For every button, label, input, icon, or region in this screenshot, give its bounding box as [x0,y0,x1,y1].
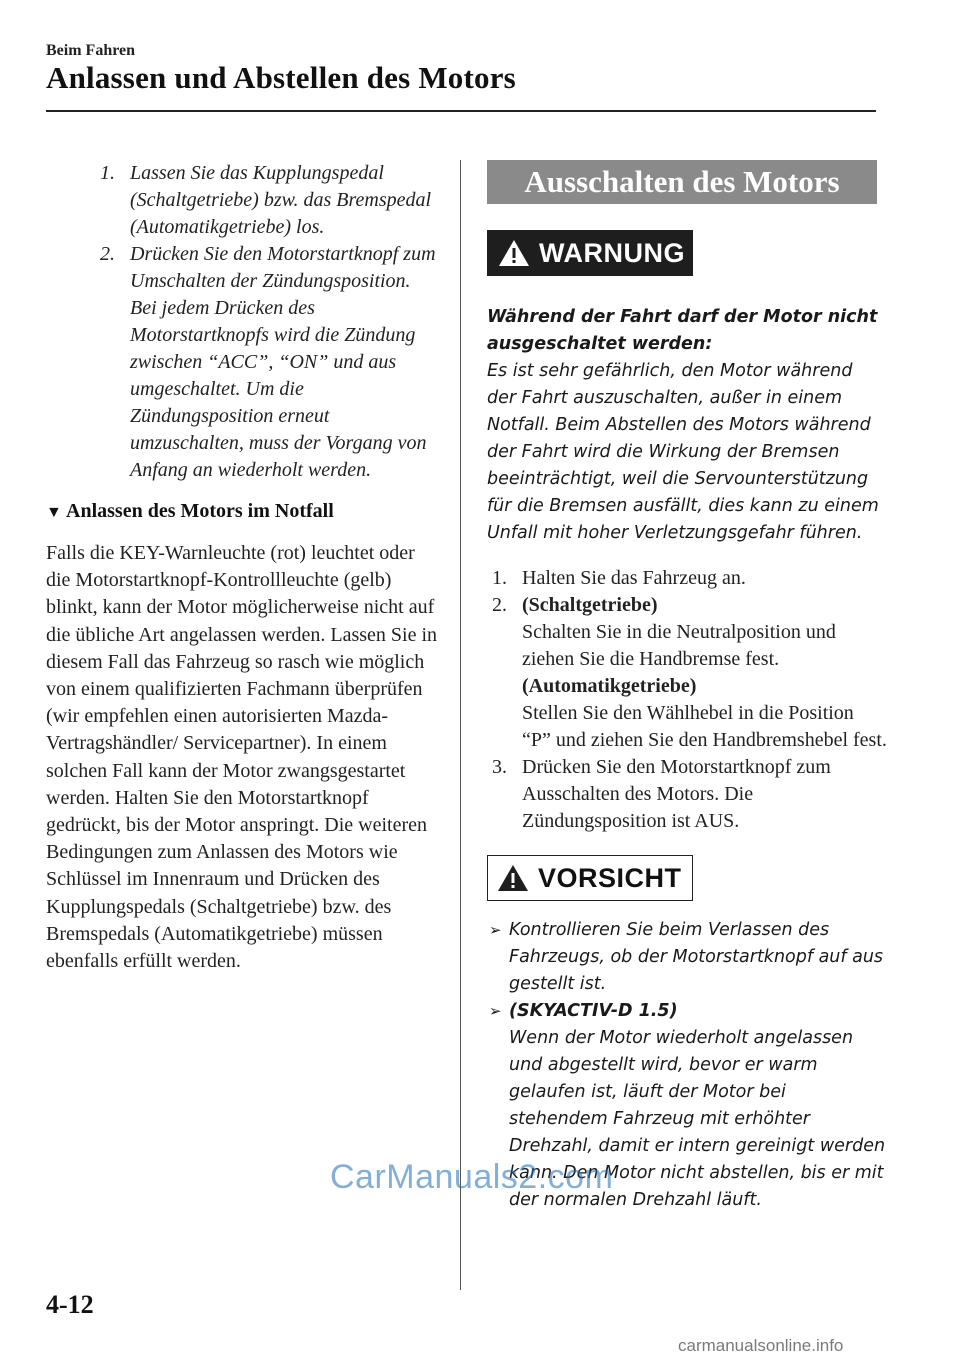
list-item-number: 2. [100,243,115,265]
warning-heading: Während der Fahrt darf der Motor nicht ausgeschaltet werden: [487,307,878,354]
stop-steps-list [487,565,887,835]
footer-site-label: carmanualsonline.info [678,1336,844,1355]
emergency-start-heading [46,498,442,526]
start-steps-list [46,160,442,484]
list-item [487,565,887,592]
manual-transmission-text: Schalten Sie in die Neutralposition und ziehen Sie die Handbremse fest. [522,621,836,670]
list-item [487,917,887,998]
list-item-text: Drücken Sie den Motorstartknopf zum Umschalten der Zündungsposition. Bei jedem Drücken des Motorstartknopfs wird die Zündung zwischen “ACC”, “ON” und aus umgeschaltet. Um die Zündungsposition erneut umzuschalten, muss der Vorgang von Anfang an wiederholt werden. [130,243,436,481]
warning-triangle-icon [497,238,531,268]
caution-badge [487,855,693,901]
list-item [46,241,442,484]
automatic-transmission-text: Stellen Sie den Wählhebel in die Position “P” und ziehen Sie den Handbremshebel fest. [522,702,887,751]
caution-item-text: Wenn der Motor wiederholt angelassen und abgestellt wird, bevor er warm gelaufen ist, läuft der Motor bei stehendem Fahrzeug mit erhöhter Drehzahl, damit er intern gereinigt werden kann. Den Motor nicht abstellen, bis er mit der normalen Drehzahl läuft. [509,1028,886,1210]
list-item-text: Drücken Sie den Motorstartknopf zum Ausschalten des Motors. Die Zündungsposition ist AUS. [522,756,831,832]
warning-text: Es ist sehr gefährlich, den Motor während der Fahrt auszuschalten, außer in einem Notfall. Beim Abstellen des Motors während der Fahrt wird die Wirkung der Bremsen beeinträchtigt, weil die Servounterstützung für die Bremsen ausfällt, dies kann zu einem Unfall mit hoher Verletzungsgefahr führen. [487,361,879,543]
page-title: Anlassen und Abstellen des Motors [46,60,516,95]
list-item-number: 3. [492,756,507,778]
emergency-start-paragraph: Falls die KEY-Warnleuchte (rot) leuchtet oder die Motorstartknopf-Kontrollleuchte (gelb) blinkt, kann der Motor möglicherweise nicht auf die übliche Art angelassen werden. Lassen Sie in diesem Fall das Fahrzeug so rasch wie möglich von einem qualifizierten Fachmann überprüfen (wir empfehlen einen autorisierten Mazda-Vertragshändler/ Servicepartner). In einem solchen Fall kann der Motor zwangsgestartet werden. Halten Sie den Motorstartknopf gedrückt, bis der Motor anspringt. Die weiteren Bedingungen zum Anlassen des Motors wie Schlüssel im Innenraum und Drücken des Kupplungspedals (Schaltgetriebe) bzw. des Bremspedals (Automatikgetriebe) müssen ebenfalls erfüllt werden. [46,542,437,973]
manual-transmission-label: (Schaltgetriebe) [522,594,658,616]
triangle-down-icon: ▼ [46,504,62,521]
list-item-number: 1. [492,567,507,589]
list-item-number: 2. [492,594,507,616]
warning-badge [487,230,693,276]
caution-label: VORSICHT [538,862,682,893]
automatic-transmission-label: (Automatikgetriebe) [522,675,697,697]
emergency-start-heading-text: Anlassen des Motors im Notfall [66,500,334,522]
list-item [487,592,887,754]
list-item-text: Halten Sie das Fahrzeug an. [522,567,746,589]
arrow-bullet-icon: ➢ [489,921,502,939]
column-divider [460,160,461,1290]
list-item-number: 1. [100,162,115,184]
left-column [46,160,442,975]
list-item [46,160,442,241]
warning-text-block [487,304,887,547]
right-column [487,160,887,1214]
warning-label: WARNUNG [539,237,685,268]
page-number: 4-12 [46,1290,94,1319]
caution-item-text: Kontrollieren Sie beim Verlassen des Fahrzeugs, ob der Motorstartknopf auf aus gestellt ist. [509,920,884,994]
watermark: CarManuals2.com [330,1158,614,1196]
title-rule [46,110,876,112]
section-banner: Ausschalten des Motors [487,160,877,204]
list-item-text: Lassen Sie das Kupplungspedal (Schaltgetriebe) bzw. das Bremspedal (Automatikgetriebe) los. [130,162,432,238]
caution-triangle-icon [496,863,530,893]
arrow-bullet-icon: ➢ [489,1002,502,1020]
list-item [487,754,887,835]
caution-item-label: (SKYACTIV-D 1.5) [509,1001,678,1021]
section-label: Beim Fahren [46,42,136,59]
